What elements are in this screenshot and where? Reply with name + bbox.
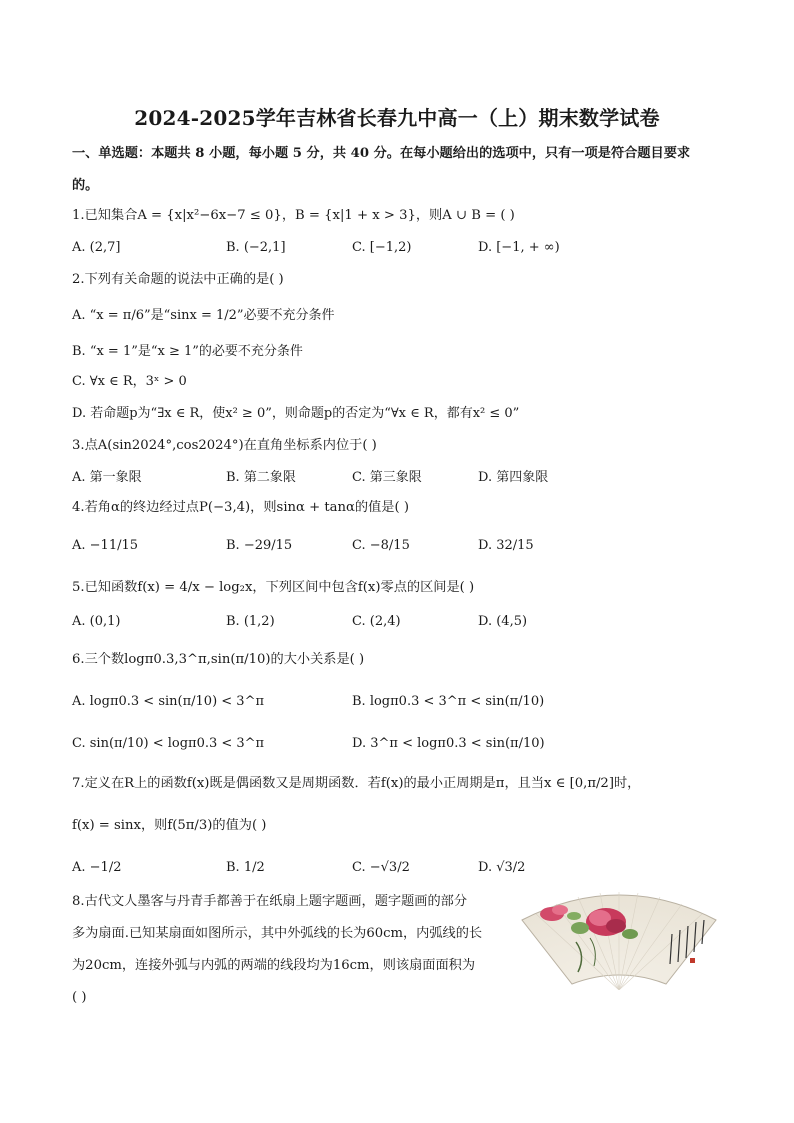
section-heading: 一、单选题：本题共 8 小题，每小题 5 分，共 40 分。在每小题给出的选项中，只有一项是符合题目要求	[72, 146, 691, 161]
q7-option-c: C. −√3/2	[352, 860, 410, 875]
q2-option-b: B. “x = 1”是“x ≥ 1”的必要不充分条件	[72, 344, 303, 359]
q6-option-b: B. logπ0.3 < 3^π < sin(π/10)	[352, 694, 545, 709]
q7-option-b: B. 1/2	[226, 860, 265, 875]
section-heading-cont: 的。	[72, 178, 99, 193]
q6-option-a: A. logπ0.3 < sin(π/10) < 3^π	[72, 694, 265, 709]
q3-option-c: C. 第三象限	[352, 470, 422, 485]
q1-option-b: B. (−2,1]	[226, 240, 286, 255]
question-6: 6.三个数logπ0.3,3^π,sin(π/10)的大小关系是( )	[72, 652, 365, 667]
q1-option-d: D. [−1, + ∞)	[478, 240, 560, 255]
q2-option-d: D. 若命题p为“∃x ∈ R，使x² ≥ 0”，则命题p的否定为“∀x ∈ R，都有x² ≤ 0”	[72, 406, 520, 421]
question-7: 7.定义在R上的函数f(x)既是偶函数又是周期函数．若f(x)的最小正周期是π，且当x ∈ [0,π/2]时，	[72, 776, 641, 791]
question-3: 3.点A(sin2024°,cos2024°)在直角坐标系内位于( )	[72, 438, 377, 453]
question-4: 4.若角α的终边经过点P(−3,4)，则sinα + tanα的值是( )	[72, 500, 409, 515]
page-title: 2024-2025学年吉林省长春九中高一（上）期末数学试卷	[134, 106, 660, 130]
q3-option-d: D. 第四象限	[478, 470, 549, 485]
q4-option-a: A. −11/15	[72, 538, 139, 553]
q6-option-c: C. sin(π/10) < logπ0.3 < 3^π	[72, 736, 265, 751]
folding-fan-icon	[516, 880, 722, 990]
question-7-cont: f(x) = sinx，则f(5π/3)的值为( )	[72, 818, 267, 833]
q3-option-a: A. 第一象限	[72, 470, 142, 485]
question-8-line3: 为20cm，连接外弧与内弧的两端的线段均为16cm，则该扇面面积为	[72, 958, 476, 973]
q5-option-c: C. (2,4)	[352, 614, 401, 629]
q5-option-d: D. (4,5)	[478, 614, 528, 629]
q2-option-c: C. ∀x ∈ R，3ˣ > 0	[72, 374, 187, 389]
question-5: 5.已知函数f(x) = 4/x − log₂x，下列区间中包含f(x)零点的区间是( )	[72, 580, 475, 595]
q5-option-a: A. (0,1)	[72, 614, 121, 629]
q6-option-d: D. 3^π < logπ0.3 < sin(π/10)	[352, 736, 545, 751]
question-8-line2: 多为扇面.已知某扇面如图所示，其中外弧线的长为60cm，内弧线的长	[72, 926, 483, 941]
q7-option-a: A. −1/2	[72, 860, 122, 875]
q3-option-b: B. 第二象限	[226, 470, 296, 485]
question-8-line4: ( )	[72, 990, 87, 1005]
q1-option-a: A. (2,7]	[72, 240, 121, 255]
q4-option-d: D. 32/15	[478, 538, 534, 553]
q2-option-a: A. “x = π/6”是“sinx = 1/2”必要不充分条件	[72, 308, 335, 323]
question-8: 8.古代文人墨客与丹青手都善于在纸扇上题字题画，题字题画的部分	[72, 894, 468, 909]
q7-option-d: D. √3/2	[478, 860, 526, 875]
q1-option-c: C. [−1,2)	[352, 240, 412, 255]
q4-option-c: C. −8/15	[352, 538, 410, 553]
q4-option-b: B. −29/15	[226, 538, 293, 553]
q5-option-b: B. (1,2)	[226, 614, 275, 629]
question-2: 2.下列有关命题的说法中正确的是( )	[72, 272, 284, 287]
question-1: 1.已知集合A = {x|x²−6x−7 ≤ 0}，B = {x|1 + x > 3}，则A ∪ B = ( )	[72, 208, 515, 223]
